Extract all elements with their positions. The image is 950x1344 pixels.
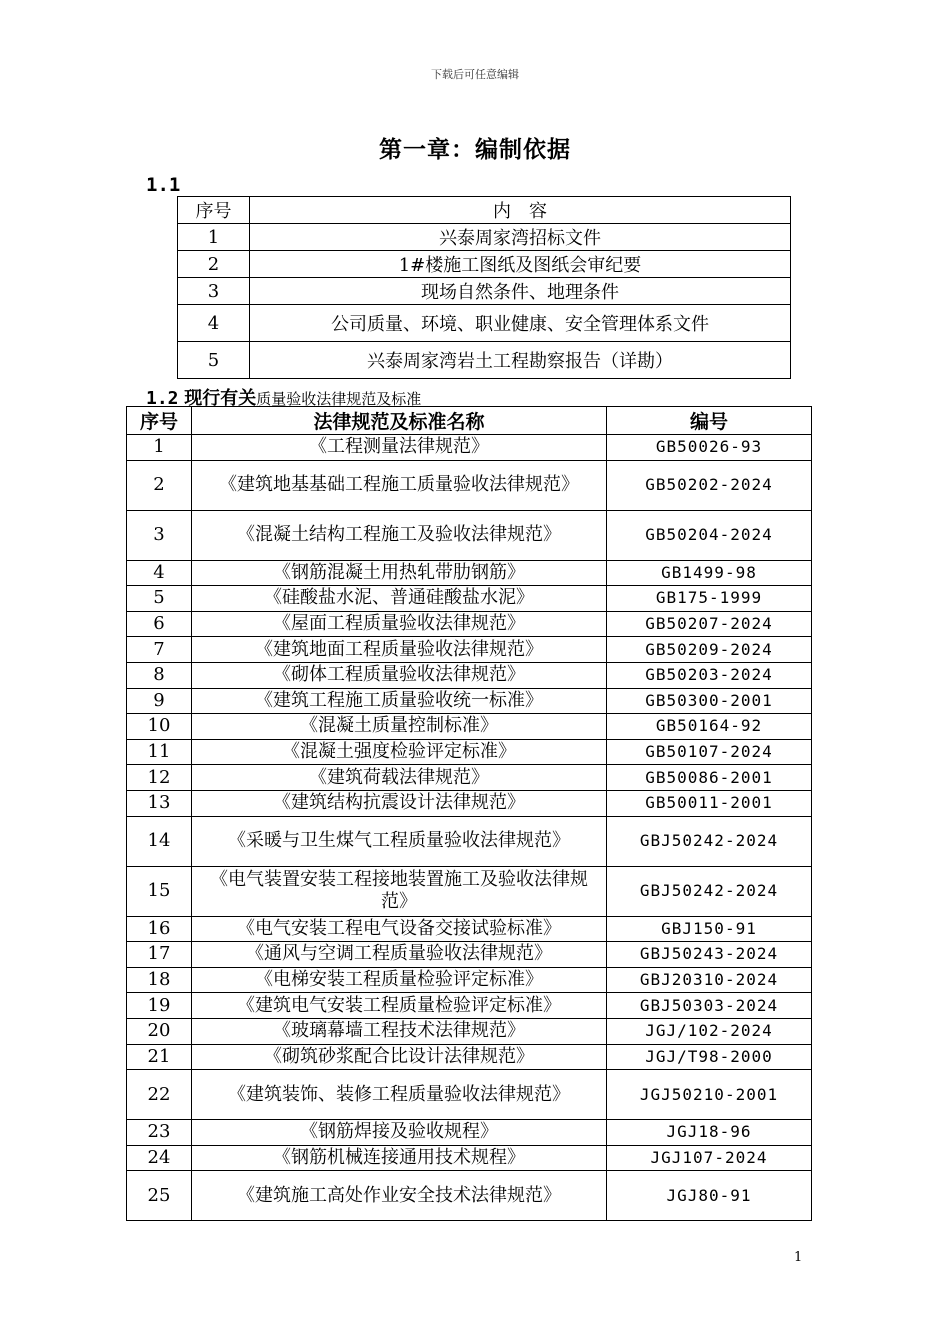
row-code: GBJ50243-2024 [607, 942, 812, 968]
row-code: JGJ/T98-2000 [607, 1044, 812, 1070]
row-no: 8 [127, 662, 192, 688]
row-no: 21 [127, 1044, 192, 1070]
row-code: GB50011-2001 [607, 790, 812, 816]
row-name: 《混凝土强度检验评定标准》 [192, 739, 607, 765]
section-1-number: 1.1 [146, 174, 181, 196]
table-row [127, 1171, 812, 1221]
row-name: 《钢筋机械连接通用技术规程》 [192, 1145, 607, 1171]
table-row [127, 790, 812, 816]
table-row [127, 993, 812, 1019]
row-code: GB50164-92 [607, 714, 812, 740]
row-no: 16 [127, 916, 192, 942]
row-no: 1 [127, 435, 192, 461]
row-name: 《电气装置安装工程接地装置施工及验收法律规范》 [192, 866, 607, 916]
row-code: GB50086-2001 [607, 765, 812, 791]
row-name: 《建筑地基基础工程施工质量验收法律规范》 [192, 460, 607, 510]
row-name: 《建筑荷载法律规范》 [192, 765, 607, 791]
row-name: 《采暖与卫生煤气工程质量验收法律规范》 [192, 816, 607, 866]
table-row [127, 1070, 812, 1120]
row-name: 《钢筋焊接及验收规程》 [192, 1120, 607, 1146]
table-row [127, 611, 812, 637]
row-name: 《建筑电气安装工程质量检验评定标准》 [192, 993, 607, 1019]
row-name: 《电梯安装工程质量检验评定标准》 [192, 967, 607, 993]
standards-table [126, 406, 812, 1221]
row-no: 17 [127, 942, 192, 968]
row-no: 2 [178, 251, 250, 278]
row-code: JGJ80-91 [607, 1171, 812, 1221]
chapter-title: 第一章：编制依据 [379, 136, 571, 163]
table-row [127, 1120, 812, 1146]
row-no: 2 [127, 460, 192, 510]
row-no: 3 [127, 510, 192, 560]
table-row [127, 866, 812, 916]
section-2-title-rest: 质量验收法律规范及标准 [256, 390, 422, 408]
row-code: GB50202-2024 [607, 460, 812, 510]
row-code: GB50203-2024 [607, 662, 812, 688]
table-header-row [127, 407, 812, 435]
row-name: 《玻璃幕墙工程技术法律规范》 [192, 1018, 607, 1044]
row-code: GB50204-2024 [607, 510, 812, 560]
row-code: JGJ/102-2024 [607, 1018, 812, 1044]
table-row [127, 688, 812, 714]
row-code: JGJ50210-2001 [607, 1070, 812, 1120]
table-row [127, 460, 812, 510]
header-no: 序号 [178, 197, 250, 224]
row-code: GBJ20310-2024 [607, 967, 812, 993]
row-code: GB50026-93 [607, 435, 812, 461]
row-code: JGJ18-96 [607, 1120, 812, 1146]
table-row [127, 967, 812, 993]
row-code: GBJ150-91 [607, 916, 812, 942]
row-code: GB1499-98 [607, 560, 812, 586]
row-name: 《工程测量法律规范》 [192, 435, 607, 461]
row-name: 《建筑施工高处作业安全技术法律规范》 [192, 1171, 607, 1221]
section-2-title-bold: 现行有关 [184, 388, 257, 409]
row-code: GB50209-2024 [607, 637, 812, 663]
table-row [127, 560, 812, 586]
row-name: 《混凝土结构工程施工及验收法律规范》 [192, 510, 607, 560]
table-row [127, 942, 812, 968]
row-name: 《建筑结构抗震设计法律规范》 [192, 790, 607, 816]
table-row [127, 1145, 812, 1171]
table-row [178, 305, 791, 342]
row-content: 公司质量、环境、职业健康、安全管理体系文件 [250, 305, 791, 342]
row-no: 12 [127, 765, 192, 791]
row-name: 《建筑装饰、装修工程质量验收法律规范》 [192, 1070, 607, 1120]
row-name: 《电气安装工程电气设备交接试验标准》 [192, 916, 607, 942]
row-code: GBJ50242-2024 [607, 866, 812, 916]
row-name: 《砌体工程质量验收法律规范》 [192, 662, 607, 688]
row-no: 23 [127, 1120, 192, 1146]
table-row [178, 224, 791, 251]
row-content: 1#楼施工图纸及图纸会审纪要 [250, 251, 791, 278]
header-content: 内 容 [250, 197, 791, 224]
row-name: 《混凝土质量控制标准》 [192, 714, 607, 740]
row-no: 7 [127, 637, 192, 663]
row-no: 19 [127, 993, 192, 1019]
basis-documents-table [177, 196, 791, 379]
row-content: 兴泰周家湾岩土工程勘察报告（详勘） [250, 342, 791, 379]
row-no: 11 [127, 739, 192, 765]
row-no: 4 [127, 560, 192, 586]
row-no: 3 [178, 278, 250, 305]
table-row [127, 435, 812, 461]
row-name: 《钢筋混凝土用热轧带肋钢筋》 [192, 560, 607, 586]
row-name: 《建筑地面工程质量验收法律规范》 [192, 637, 607, 663]
row-no: 5 [127, 586, 192, 612]
row-code: GB50300-2001 [607, 688, 812, 714]
row-no: 10 [127, 714, 192, 740]
table-row [127, 765, 812, 791]
row-content: 现场自然条件、地理条件 [250, 278, 791, 305]
row-no: 20 [127, 1018, 192, 1044]
table-row [127, 714, 812, 740]
section-2-number: 1.2 [146, 388, 179, 409]
row-name: 《通风与空调工程质量验收法律规范》 [192, 942, 607, 968]
table-header-row [178, 197, 791, 224]
row-name: 《屋面工程质量验收法律规范》 [192, 611, 607, 637]
table-row [127, 816, 812, 866]
row-no: 14 [127, 816, 192, 866]
row-no: 22 [127, 1070, 192, 1120]
table-row [178, 342, 791, 379]
table-row [127, 916, 812, 942]
row-code: GB175-1999 [607, 586, 812, 612]
row-name: 《建筑工程施工质量验收统一标准》 [192, 688, 607, 714]
row-content: 兴泰周家湾招标文件 [250, 224, 791, 251]
row-code: JGJ107-2024 [607, 1145, 812, 1171]
table-row [127, 739, 812, 765]
row-no: 9 [127, 688, 192, 714]
row-no: 18 [127, 967, 192, 993]
row-no: 24 [127, 1145, 192, 1171]
table-row [178, 278, 791, 305]
row-code: GBJ50242-2024 [607, 816, 812, 866]
table-row [178, 251, 791, 278]
header-name: 法律规范及标准名称 [192, 407, 607, 435]
row-code: GB50207-2024 [607, 611, 812, 637]
page-number: 1 [794, 1250, 803, 1265]
table-row [127, 1044, 812, 1070]
row-no: 5 [178, 342, 250, 379]
table-row [127, 662, 812, 688]
row-name: 《硅酸盐水泥、普通硅酸盐水泥》 [192, 586, 607, 612]
table-row [127, 637, 812, 663]
header-code: 编号 [607, 407, 812, 435]
table-row [127, 586, 812, 612]
row-name: 《砌筑砂浆配合比设计法律规范》 [192, 1044, 607, 1070]
row-no: 25 [127, 1171, 192, 1221]
header-no: 序号 [127, 407, 192, 435]
row-no: 4 [178, 305, 250, 342]
table-row [127, 1018, 812, 1044]
row-no: 13 [127, 790, 192, 816]
row-no: 6 [127, 611, 192, 637]
row-no: 15 [127, 866, 192, 916]
row-code: GB50107-2024 [607, 739, 812, 765]
row-code: GBJ50303-2024 [607, 993, 812, 1019]
table-row [127, 510, 812, 560]
row-no: 1 [178, 224, 250, 251]
header-note: 下载后可任意编辑 [431, 68, 519, 81]
